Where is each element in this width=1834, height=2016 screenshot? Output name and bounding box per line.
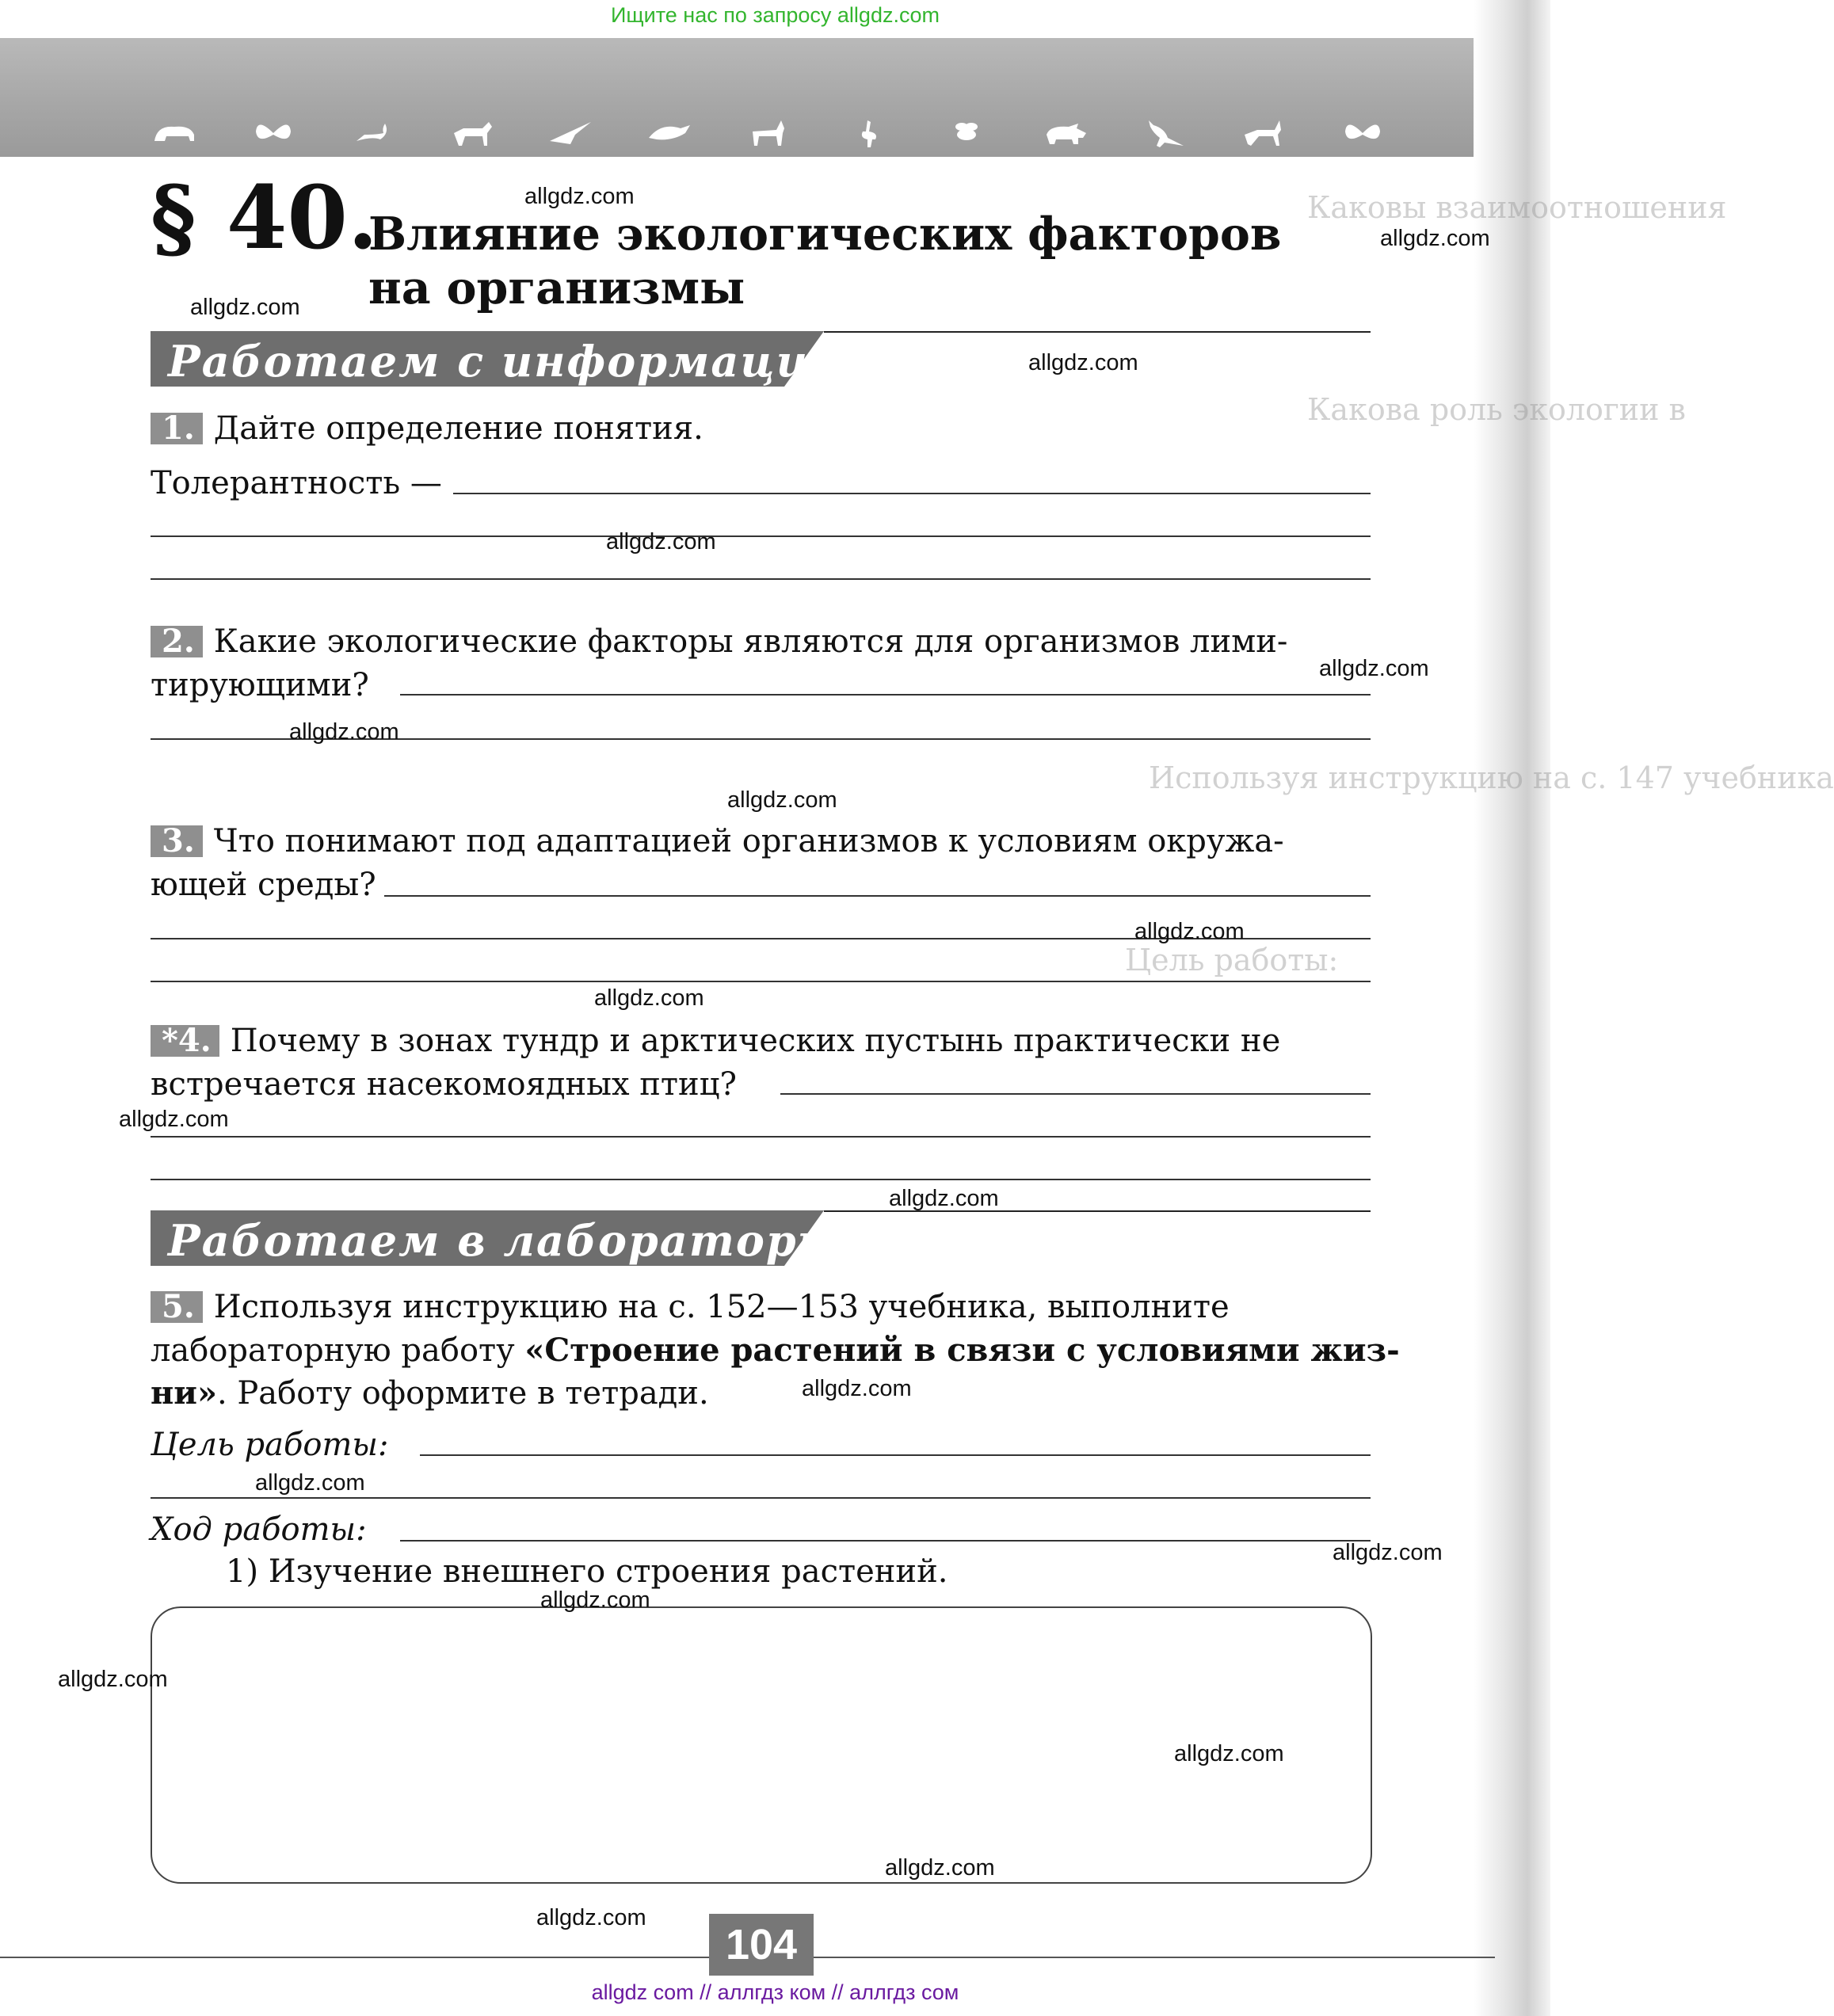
butterfly-icon [1339,117,1386,149]
watermark[interactable]: allgdz.com [727,787,837,813]
question-5 [151,1286,1371,1328]
progress-label: Ход работы: [151,1511,367,1548]
scorpion-icon [349,117,396,149]
butterfly-icon [250,117,297,149]
bird-icon [547,117,594,149]
deer-icon [745,117,792,149]
page-spine [1474,0,1550,2016]
footer-rule [814,1957,1495,1958]
bleed-through-text: Цель работы: [1125,943,1339,978]
answer-line[interactable] [151,535,1371,537]
watermark[interactable]: allgdz.com [58,1667,168,1692]
antelope-icon [1240,117,1287,149]
step-1: 1) Изучение внешнего строения растений. [226,1553,948,1590]
section-header-laboratory [151,1210,864,1266]
question-text: . Работу оформите в тетради. [216,1375,709,1412]
bleed-through-text: Какова роль экологии в [1307,392,1686,427]
top-banner[interactable]: Ищите нас по запросу allgdz.com [611,3,940,27]
question-number: 3. [151,825,203,857]
watermark[interactable]: allgdz.com [1333,1540,1443,1565]
question-text: Почему в зонах тундр и арктических пустынь практически не [230,1023,1281,1059]
goal-label: Цель работы: [151,1427,389,1463]
question-number: 5. [151,1291,203,1323]
question-text-cont: ющей среды? [151,867,376,903]
watermark[interactable]: allgdz.com [606,529,716,554]
paragraph-number: § 40. [151,166,379,269]
question-text-cont [151,1329,1400,1372]
watermark[interactable]: allgdz.com [1319,656,1429,681]
answer-line[interactable] [151,578,1371,580]
lab-work-title-end: ни» [151,1374,217,1412]
question-text: Что понимают под адаптацией организмов к условиям окружа- [213,823,1284,859]
answer-line[interactable] [151,1179,1371,1180]
lab-work-title: «Строение растений в связи с условиями жиз- [524,1332,1400,1369]
horse-icon [448,117,495,149]
bleed-through-text: Каковы взаимоотношения [1307,190,1727,225]
question-number: 1. [151,413,203,444]
page-number: 104 [709,1914,814,1976]
watermark[interactable]: allgdz.com [1134,919,1245,944]
watermark[interactable]: allgdz.com [1174,1741,1284,1766]
watermark[interactable]: allgdz.com [889,1186,999,1211]
question-number: 2. [151,626,203,657]
page-title-line1: Влияние экологических факторов [368,208,1282,261]
answer-line[interactable] [400,694,1371,696]
bleed-through-text: Используя инструкцию на с. 147 учебника [1149,760,1834,795]
rhino-icon [1042,117,1089,149]
section-header-information [151,331,871,387]
watermark[interactable]: allgdz.com [536,1905,646,1930]
question-text: Используя инструкцию на с. 152—153 учебника, выполните [213,1289,1230,1325]
question-text: лабораторную работу [151,1332,525,1369]
watermark[interactable]: allgdz.com [1380,226,1490,251]
kangaroo-icon [1141,117,1188,149]
watermark[interactable]: allgdz.com [802,1376,912,1401]
animal-row [151,109,1386,157]
question-text: Дайте определение понятия. [213,410,703,447]
watermark[interactable]: allgdz.com [1028,350,1138,375]
answer-line[interactable] [420,1454,1371,1456]
question-4 [151,1019,1371,1062]
answer-line[interactable] [400,1540,1371,1542]
watermark[interactable]: allgdz.com [540,1587,650,1613]
question-text-cont [151,1372,1371,1415]
watermark[interactable]: allgdz.com [524,184,635,209]
footer-rule [0,1957,709,1958]
bison-icon [151,117,198,149]
question-2 [151,620,1371,663]
ostrich-icon [844,117,891,149]
watermark[interactable]: allgdz.com [190,295,300,320]
section-title: Работаем в лаборатории [168,1215,864,1266]
question-text-cont: тирующими? [151,667,369,703]
watermark[interactable]: allgdz.com [885,1855,995,1881]
tolerance-label: Толерантность — [151,465,442,501]
answer-line[interactable] [384,895,1371,897]
question-number: *4. [151,1025,219,1057]
dolphin-icon [646,117,693,149]
footer-links[interactable]: allgdz com // аллгдз ком // аллгдз сом [591,1980,959,2004]
section-rule [824,331,1371,333]
answer-line[interactable] [151,1136,1371,1138]
section-title: Работаем с информацией [168,336,871,387]
watermark[interactable]: allgdz.com [594,985,704,1011]
watermark[interactable]: allgdz.com [255,1470,365,1496]
question-3 [151,820,1371,863]
question-text: Какие экологические факторы являются для организмов лими- [213,623,1288,660]
page-title-line2: на организмы [368,261,745,314]
question-text-cont: встречается насекомоядных птиц? [151,1066,737,1103]
answer-line[interactable] [453,493,1371,494]
answer-line[interactable] [151,981,1371,982]
question-1 [151,407,1371,450]
answer-line[interactable] [780,1093,1371,1095]
watermark[interactable]: allgdz.com [289,719,399,745]
answer-line[interactable] [151,1497,1371,1499]
bee-icon [943,117,990,149]
watermark[interactable]: allgdz.com [119,1107,229,1132]
